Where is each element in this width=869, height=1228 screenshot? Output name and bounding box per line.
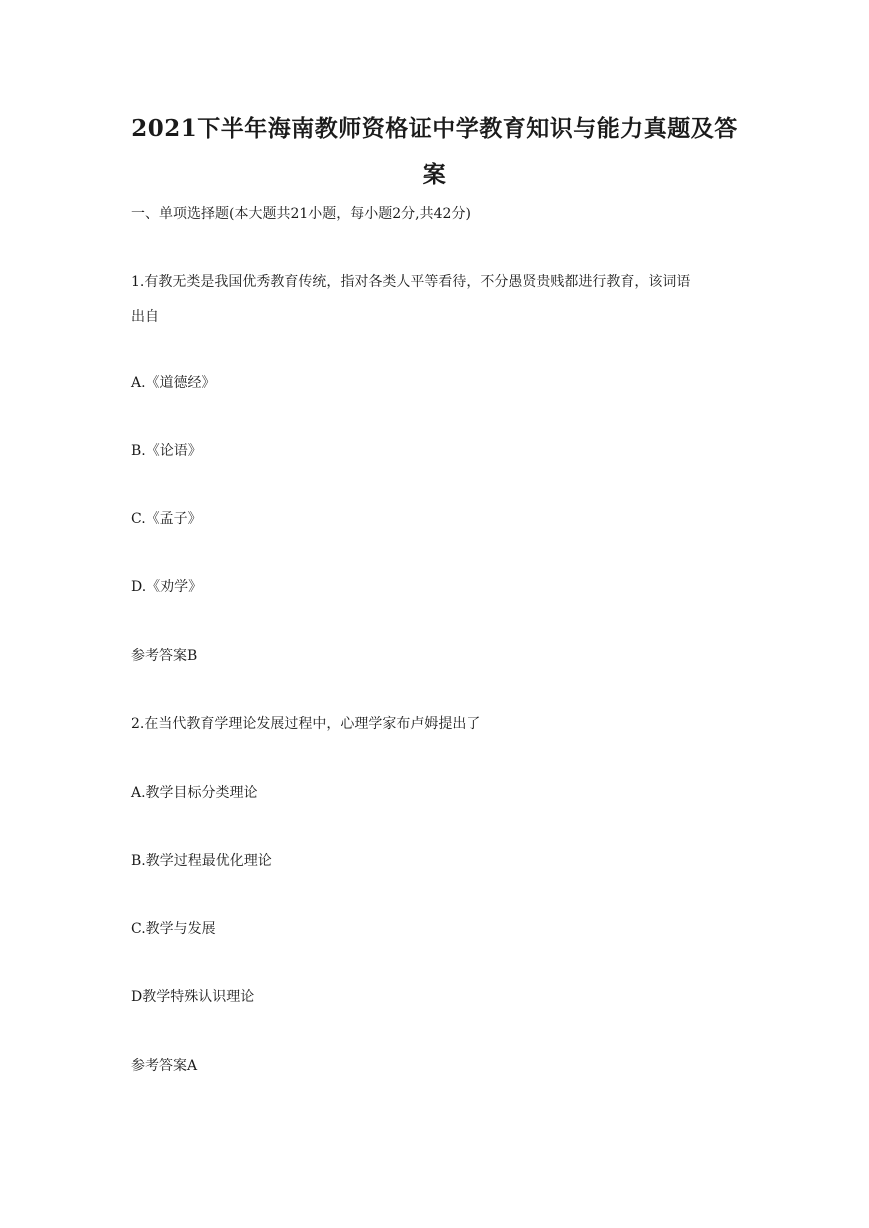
question-2-answer: 参考答案A <box>131 1058 198 1074</box>
section-heading: 一、单项选择题(本大题共21小题，每小题2分,共42分) <box>131 206 471 222</box>
question-1-stem <box>131 265 741 335</box>
question-2-option-c: C.教学与发展 <box>131 921 216 937</box>
question-1-option-a: A.《道德经》 <box>131 375 216 391</box>
title-line-1: 2021下半年海南教师资格证中学教育知识与能力真题及答 <box>131 115 738 142</box>
title-line-2: 案 <box>422 161 447 188</box>
question-1-stem-line-1: 1.有教无类是我国优秀教育传统，指对各类人平等看待，不分愚贤贵贱都进行教育，该词语 <box>131 274 691 290</box>
question-1-stem-line-2: 出自 <box>131 309 159 325</box>
question-2-option-d: D教学特殊认识理论 <box>131 989 255 1005</box>
question-1-option-c: C.《孟子》 <box>131 511 202 527</box>
document-title <box>100 106 769 198</box>
question-2-stem: 2.在当代教育学理论发展过程中，心理学家布卢姆提出了 <box>131 716 481 732</box>
question-1-answer: 参考答案B <box>131 648 198 664</box>
question-1-option-d: D.《劝学》 <box>131 579 203 595</box>
question-2-option-b: B.教学过程最优化理论 <box>131 853 272 869</box>
question-1-option-b: B.《论语》 <box>131 443 202 459</box>
question-2-option-a: A.教学目标分类理论 <box>131 785 258 801</box>
